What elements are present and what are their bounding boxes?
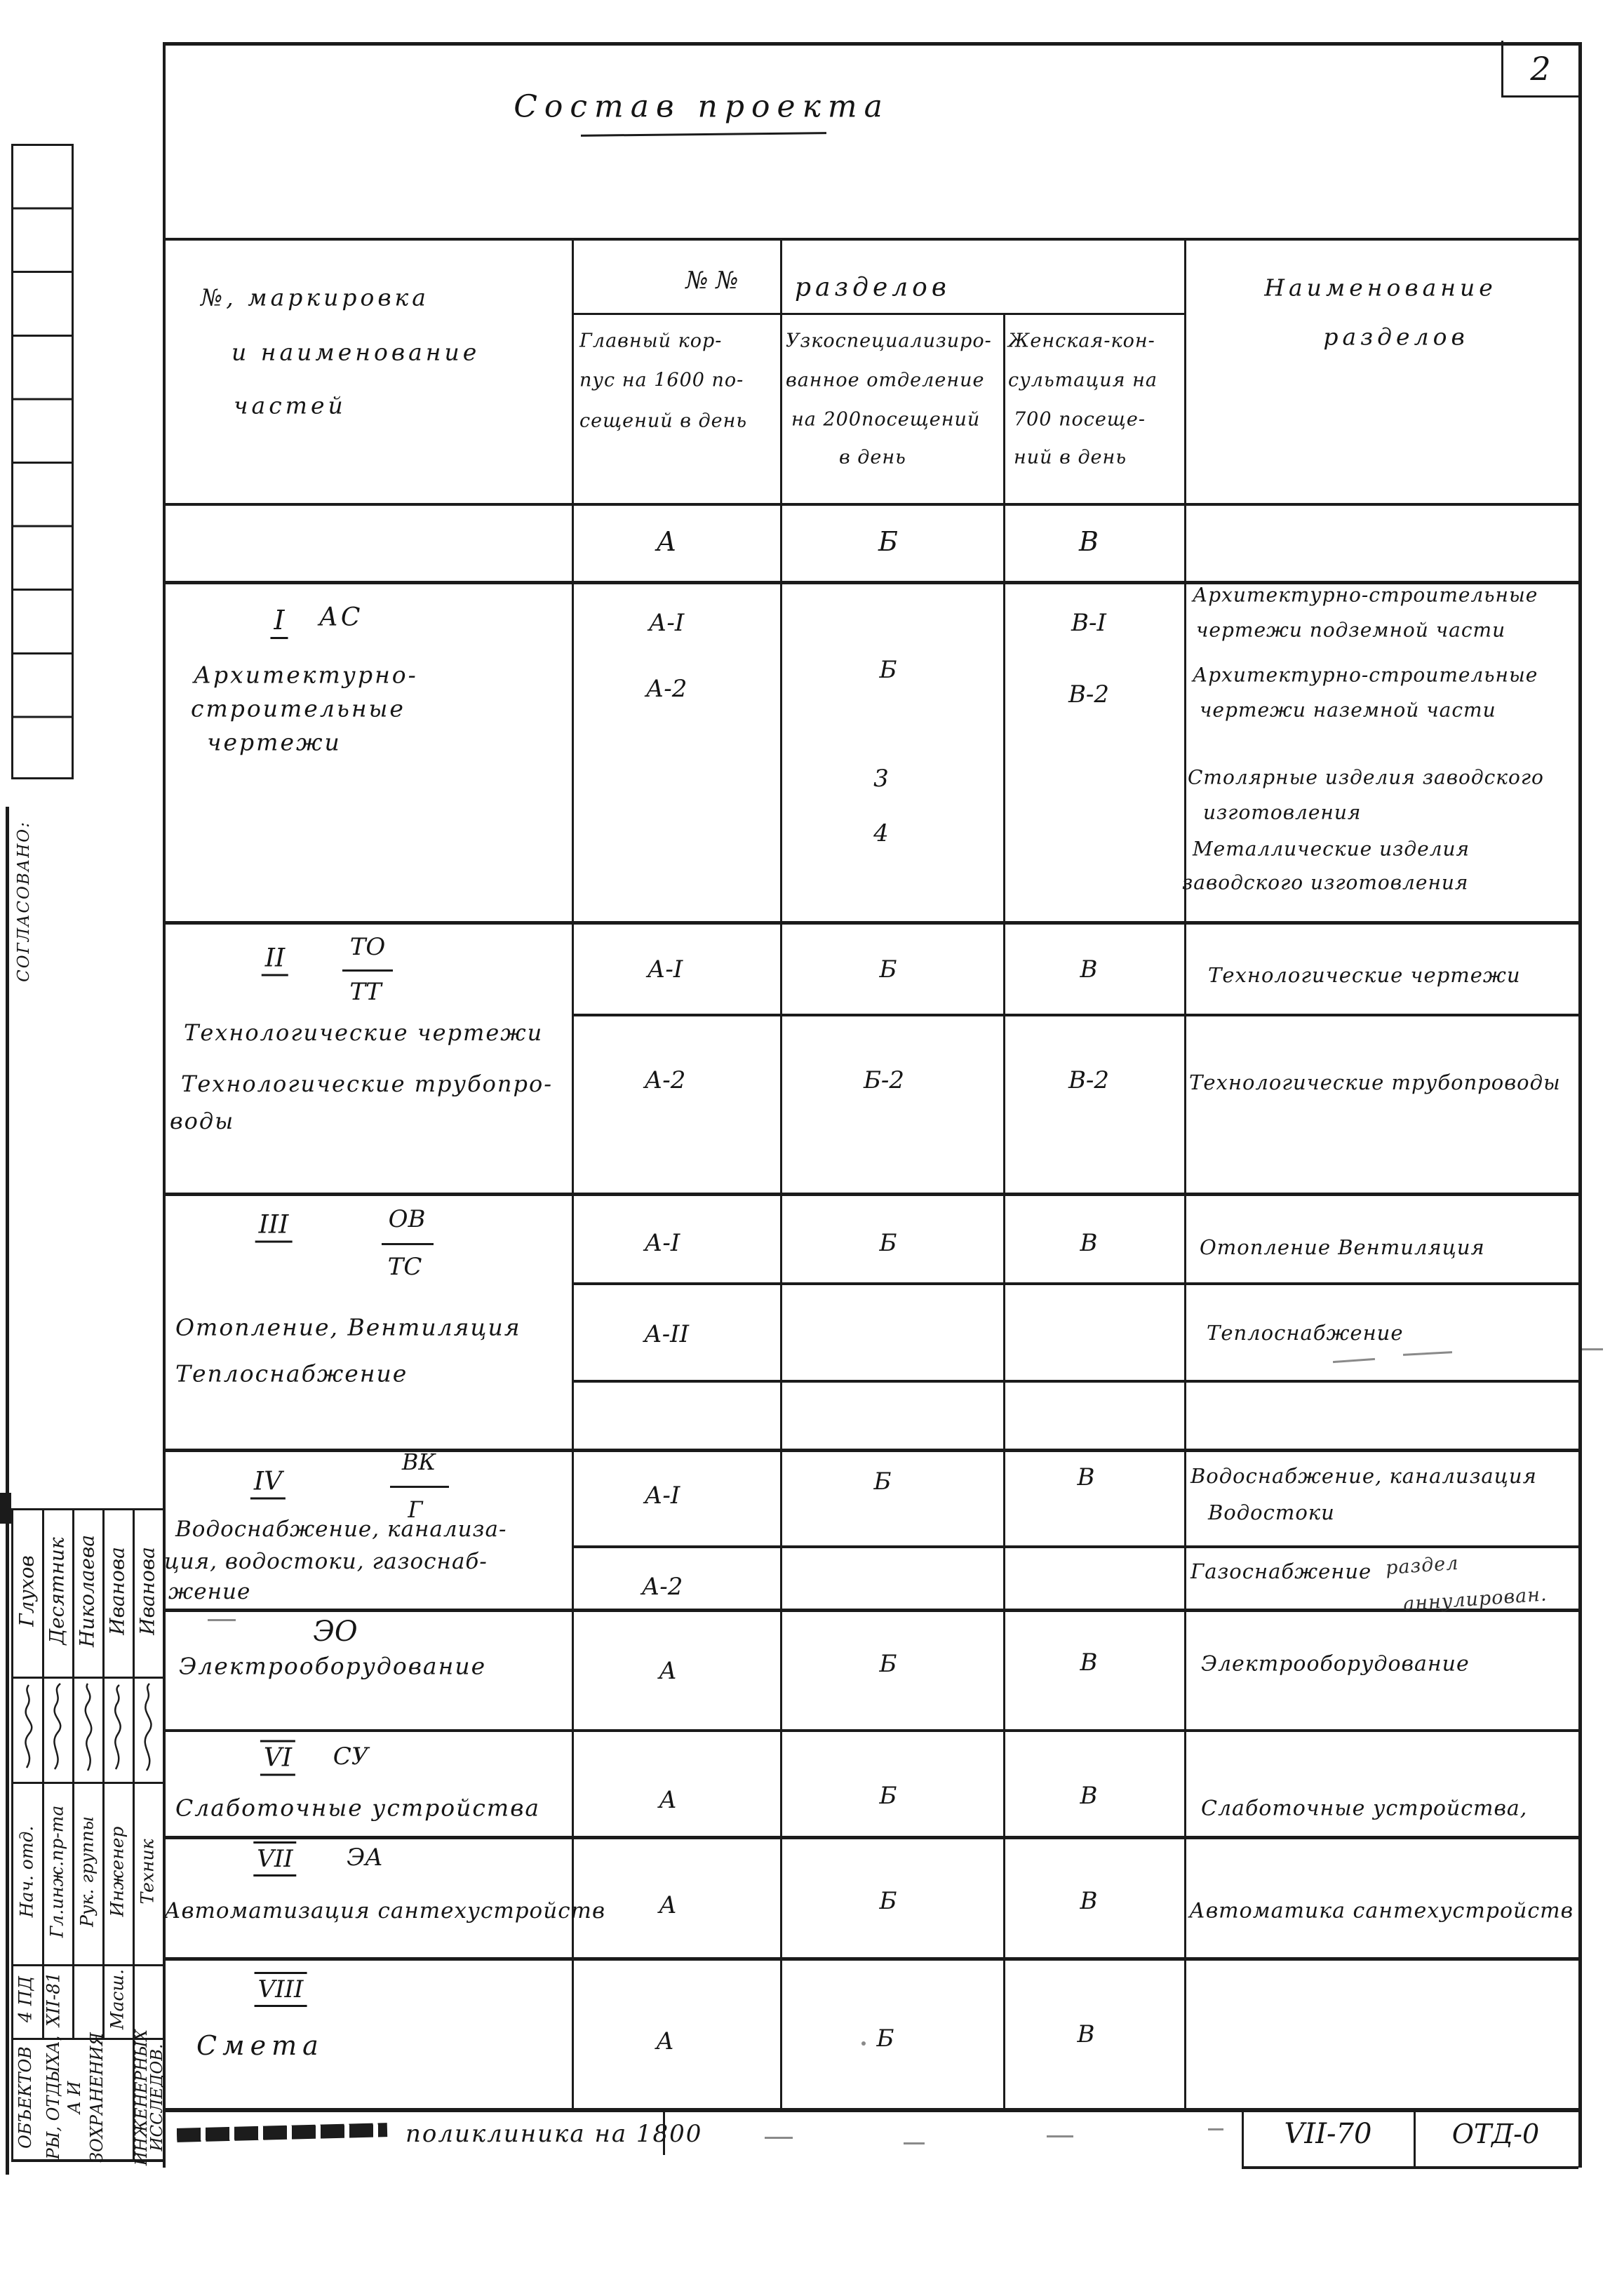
- row8-name: Смета: [196, 2030, 324, 2061]
- row1-cell-v1: В-I: [1071, 609, 1106, 637]
- grid-line: [1003, 313, 1005, 2108]
- roman-numeral: III: [255, 1211, 293, 1243]
- row1-section-line1: Архитектурно-строительные: [1193, 583, 1538, 607]
- row4-annotation-line1: раздел: [1385, 1552, 1460, 1580]
- grid-line: [1242, 2166, 1578, 2169]
- pencil-mark: [1047, 2135, 1073, 2137]
- row3-cell-a2: А-II: [643, 1320, 690, 1348]
- stamp-org-line1: ОБЪЕКТОВ: [15, 2046, 35, 2149]
- row1-cell-b2: 3: [873, 765, 889, 793]
- grid-line: [1578, 42, 1582, 2168]
- stamp-date: XII-81: [43, 1972, 64, 2027]
- row8-cell-b: Б: [876, 2025, 894, 2053]
- row4-name-line3: жение: [168, 1579, 251, 1604]
- row2-name-line3: воды: [170, 1108, 235, 1134]
- grid-line: [163, 1609, 1578, 1612]
- row6-cell-a: А: [659, 1786, 677, 1814]
- stamp-line: [11, 1508, 163, 1510]
- row4-section-line2: Водостоки: [1208, 1501, 1335, 1524]
- row7-cell-a: А: [659, 1891, 677, 1919]
- pencil-mark: [765, 2137, 793, 2139]
- stamp-name-4: Иванова: [105, 1547, 129, 1635]
- row4-cell-a2: А-2: [641, 1573, 683, 1601]
- row1-section-line4: чертежи наземной части: [1200, 698, 1496, 722]
- grid-line: [163, 238, 1578, 241]
- row8-roman: [255, 1975, 307, 2003]
- row4-frac-top: ВК: [401, 1449, 436, 1475]
- pencil-mark: [1208, 2128, 1223, 2130]
- stamp-line: [72, 1508, 74, 2038]
- row2-cell-v1: В: [1080, 955, 1098, 983]
- row2-frac-bottom: ТТ: [349, 978, 382, 1006]
- subcol2-line2: ванное отделение: [786, 369, 985, 391]
- row4-cell-b1: Б: [873, 1468, 892, 1496]
- signature-squiggle: [15, 1682, 39, 1772]
- grid-line: [572, 313, 1184, 315]
- signature-squiggle: [75, 1682, 99, 1772]
- pencil-mark: [904, 2142, 925, 2144]
- struck-out-word: [177, 2123, 387, 2142]
- row2-frac-top: ТО: [349, 933, 386, 961]
- row1-name-line1: Архитектурно-: [194, 661, 418, 689]
- row2-name-line1: Технологические чертежи: [184, 1019, 544, 1046]
- row1-section-line7: Металлические изделия: [1193, 837, 1470, 861]
- subcol3-line2: сультация на: [1008, 369, 1158, 391]
- row6-cell-v: В: [1080, 1782, 1098, 1810]
- row2-name-line2: Технологические трубопро-: [181, 1070, 554, 1097]
- row2-cell-a1: А-I: [647, 955, 683, 983]
- title-underline: [581, 132, 826, 137]
- row2-cell-b2: Б-2: [863, 1066, 905, 1094]
- scan-blotch: [0, 1493, 11, 1524]
- stamp-name-1: Глухов: [15, 1555, 39, 1627]
- row2-section-line2: Технологические трубопроводы: [1189, 1070, 1561, 1094]
- grid-line: [1501, 95, 1578, 98]
- pencil-mark: [208, 1619, 236, 1621]
- row4-name-line1: Водоснабжение, канализа-: [175, 1517, 507, 1542]
- stamp-stage: 4 ПД: [15, 1976, 36, 2022]
- row6-code: СУ: [333, 1743, 369, 1771]
- row7-section: Автоматика сантехустройств: [1189, 1898, 1574, 1924]
- stamp-line: [11, 1677, 163, 1679]
- roman-numeral: IV: [250, 1468, 286, 1500]
- row5-cell-a: А: [659, 1657, 677, 1685]
- span-header-numbers: № №: [685, 267, 739, 295]
- row1-section-line8: заводского изготовления: [1182, 871, 1469, 894]
- stamp-line: [11, 1782, 163, 1784]
- row5-cell-v: В: [1080, 1649, 1098, 1677]
- row1-cell-b3: 4: [873, 819, 889, 847]
- row7-cell-v: В: [1080, 1887, 1098, 1915]
- grid-line: [163, 2108, 1578, 2112]
- grid-line: [572, 1282, 1578, 1285]
- subcol1-line3: сещений в день: [579, 410, 748, 432]
- col-header-parts-line2: и наименование: [232, 338, 481, 366]
- letter-header-b: Б: [878, 526, 898, 557]
- row2-cell-a2: А-2: [644, 1066, 686, 1094]
- col-header-parts-line3: частей: [234, 391, 347, 419]
- col-header-names-line1: Наименование: [1264, 274, 1497, 302]
- roman-numeral: II: [262, 944, 288, 976]
- grid-line: [163, 503, 1578, 506]
- row3-roman: [255, 1211, 293, 1240]
- stamp-role-1: Нач. отд.: [16, 1825, 37, 1918]
- row4-cell-a1: А-I: [644, 1482, 680, 1510]
- signature-squiggle: [135, 1682, 159, 1772]
- stamp-org-line5: ИНЖЕНЕРНЫХ: [133, 2029, 151, 2166]
- roman-numeral: VII: [253, 1841, 296, 1877]
- scan-edge-line: [6, 807, 9, 2175]
- grid-line: [163, 42, 166, 2168]
- subcol3-line3: 700 посеще-: [1014, 408, 1146, 431]
- footer-dept-code: ОТД-0: [1451, 2119, 1540, 2149]
- stamp-role-4: Инженер: [107, 1826, 128, 1917]
- row1-cell-a2: А-2: [645, 675, 687, 703]
- row3-frac-bottom: ТС: [387, 1253, 422, 1281]
- signature-squiggle: [105, 1682, 129, 1772]
- subcol2-line1: Узкоспециализиро-: [786, 330, 992, 352]
- row1-name-line2: строительные: [191, 694, 405, 723]
- approved-label: СОГЛАСОВАНО:: [15, 821, 33, 982]
- row1-name-line3: чертежи: [207, 728, 342, 756]
- row1-section-line6: изготовления: [1203, 800, 1362, 824]
- stamp-scale-label: Масш.: [107, 1968, 128, 2030]
- subcol1-line2: пус на 1600 по-: [579, 369, 744, 391]
- grid-line: [1184, 238, 1186, 2108]
- grid-line: [163, 1957, 1578, 1961]
- approval-ladder: [11, 144, 74, 779]
- subcol3-line4: ний в день: [1014, 446, 1127, 469]
- row1-cell-b1: Б: [879, 656, 897, 684]
- row4-section-line1: Водоснабжение, канализация: [1190, 1464, 1537, 1488]
- row3-section-line1: Отопление Вентиляция: [1200, 1235, 1485, 1259]
- footer-sheet-code: VII-70: [1284, 2118, 1372, 2150]
- row3-section-line2: Теплоснабжение: [1207, 1321, 1404, 1345]
- row7-roman: [253, 1845, 296, 1873]
- row7-cell-b: Б: [879, 1887, 897, 1915]
- row1-cell-v2: В-2: [1068, 680, 1110, 709]
- stamp-line: [11, 1508, 13, 2159]
- roman-numeral: VI: [260, 1740, 295, 1776]
- row2-roman: [262, 944, 288, 973]
- row1-section-line5: Столярные изделия заводского: [1188, 765, 1544, 789]
- grid-line: [572, 1545, 1578, 1548]
- row3-frac-line: [382, 1243, 434, 1245]
- grid-line: [163, 1836, 1578, 1839]
- subcol1-line1: Главный кор-: [579, 330, 723, 352]
- row1-code: АС: [318, 603, 363, 632]
- row5-cell-b: Б: [879, 1650, 897, 1678]
- stamp-line: [42, 1508, 44, 2038]
- row2-cell-v2: В-2: [1068, 1066, 1110, 1094]
- row3-cell-b1: Б: [879, 1229, 897, 1257]
- row4-frac-bottom: Г: [408, 1496, 423, 1523]
- subcol2-line4: в день: [839, 446, 906, 469]
- grid-line: [163, 42, 1578, 46]
- row8-cell-a: А: [656, 2027, 674, 2055]
- row4-section-line3: Газоснабжение: [1190, 1559, 1372, 1583]
- row3-cell-a1: А-I: [644, 1229, 680, 1257]
- row3-cell-v1: В: [1080, 1229, 1098, 1257]
- stamp-role-2: Гл.инж.пр-та: [46, 1805, 67, 1938]
- subcol3-line1: Женская-кон-: [1008, 330, 1155, 352]
- grid-line: [1501, 41, 1503, 97]
- grid-line: [163, 921, 1578, 925]
- row3-frac-top: ОВ: [388, 1205, 426, 1233]
- stamp-line: [11, 1964, 163, 1966]
- stamp-name-2: Десятник: [45, 1537, 69, 1645]
- stamp-org-line4: ЗОХРАНЕНИЯ: [87, 2032, 107, 2163]
- col-header-names-line2: разделов: [1323, 323, 1469, 351]
- roman-numeral: VIII: [255, 1972, 307, 2007]
- row3-name-line2: Теплоснабжение: [175, 1360, 408, 1388]
- row7-code: ЭА: [347, 1844, 383, 1872]
- row5-code: ЭО: [313, 1616, 358, 1648]
- doc-title: Состав проекта: [514, 88, 890, 125]
- row1-cell-a1: А-I: [648, 609, 685, 637]
- row3-name-line1: Отопление, Вентиляция: [175, 1313, 521, 1341]
- grid-line: [163, 1193, 1578, 1196]
- pencil-mark: [1333, 1358, 1375, 1363]
- row4-roman: [250, 1468, 286, 1496]
- grid-line: [163, 1729, 1578, 1732]
- row2-section-line1: Технологические чертежи: [1208, 963, 1521, 987]
- subcol2-line3: на 200посещений: [791, 408, 981, 431]
- row5-section: Электрооборудование: [1201, 1651, 1470, 1677]
- row7-name: Автоматизация сантехустройств: [164, 1898, 605, 1924]
- row2-cell-b1: Б: [879, 955, 897, 983]
- grid-line: [572, 238, 574, 2108]
- row5-name: Электрооборудование: [179, 1652, 487, 1680]
- stamp-name-5: Иванова: [135, 1547, 159, 1635]
- row4-cell-v1: В: [1077, 1463, 1095, 1491]
- row2-frac-line: [342, 969, 393, 972]
- grid-line: [163, 1449, 1578, 1452]
- row1-section-line2: чертежи подземной части: [1196, 618, 1506, 642]
- ladder-rung: [11, 777, 74, 779]
- stamp-role-5: Техник: [137, 1839, 158, 1905]
- grid-line: [572, 1014, 1578, 1016]
- row6-cell-b: Б: [879, 1782, 897, 1810]
- span-header-sections: разделов: [795, 273, 951, 302]
- ladder-border: [11, 144, 13, 779]
- stamp-org-line6: ИССЛЕДОВ.: [148, 2043, 166, 2151]
- page-number: 2: [1530, 50, 1551, 88]
- grid-line: [1242, 2108, 1244, 2166]
- letter-header-a: А: [656, 526, 677, 557]
- pencil-mark: [1403, 1351, 1452, 1356]
- letter-header-v: В: [1079, 526, 1099, 557]
- stamp-role-3: Рук. группы: [76, 1816, 98, 1927]
- row6-roman: [260, 1744, 295, 1773]
- signature-squiggle: [45, 1682, 69, 1772]
- grid-line: [572, 1380, 1578, 1383]
- row1-section-line3: Архитектурно-строительные: [1193, 663, 1538, 687]
- pencil-dot: [861, 2041, 866, 2046]
- row8-cell-v: В: [1077, 2020, 1095, 2048]
- roman-numeral: I: [270, 605, 288, 639]
- row4-frac-line: [390, 1486, 449, 1488]
- row6-name: Слаботочные устройства: [175, 1794, 541, 1822]
- ladder-border: [72, 144, 74, 779]
- grid-line: [1414, 2108, 1416, 2166]
- row1-roman: [270, 605, 288, 636]
- stamp-org-line2: РЫ, ОТДЫХА,: [43, 2035, 63, 2160]
- pencil-mark: [1582, 1348, 1603, 1350]
- row6-section: Слаботочные устройства,: [1201, 1796, 1528, 1821]
- stamp-name-3: Николаева: [75, 1534, 99, 1648]
- footer-note: поликлиника на 1800: [405, 2120, 703, 2148]
- row4-annotation-line2: аннулирован.: [1402, 1583, 1548, 1616]
- stamp-line: [102, 1508, 105, 2038]
- stamp-org-line3: А И: [65, 2081, 84, 2114]
- grid-line: [780, 238, 782, 2108]
- col-header-parts-line1: №, маркировка: [201, 283, 429, 311]
- row4-name-line2: ция, водостоки, газоснаб-: [164, 1549, 488, 1574]
